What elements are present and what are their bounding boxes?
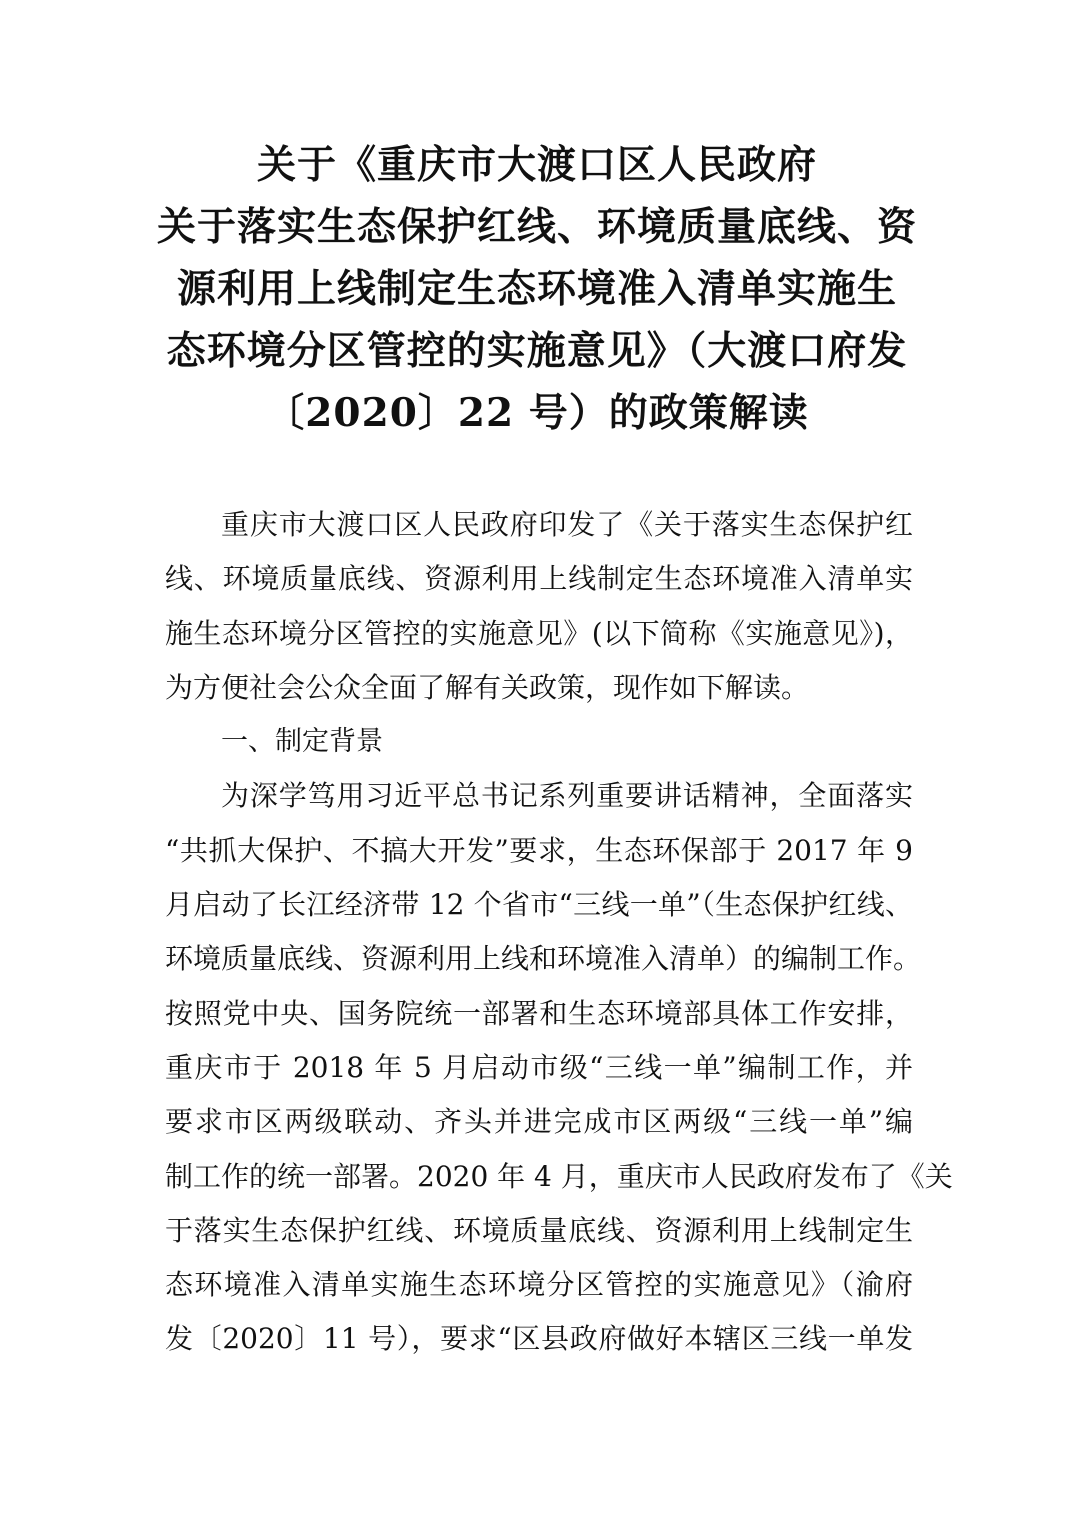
title-line: 关于《重庆市大渡口区人民政府 [256, 142, 817, 188]
paragraph-line: 为深学笃用习近平总书记系列重要讲话精神，全面落实 [221, 779, 913, 813]
intro-paragraph [165, 498, 913, 715]
paragraph-line: 线、环境质量底线、资源利用上线制定生态环境准入清单实 [165, 562, 913, 596]
paragraph-line: 月启动了长江经济带 12 个省市“三线一单”（生态保护红线、 [165, 888, 913, 922]
document-title [150, 134, 924, 444]
paragraph-line: 施生态环境分区管控的实施意见》(以下简称《实施意见》)， [165, 616, 913, 650]
paragraph-line: 按照党中央、国务院统一部署和生态环境部具体工作安排， [165, 996, 913, 1030]
paragraph-line: 态环境准入清单实施生态环境分区管控的实施意见》（渝府 [165, 1268, 913, 1302]
title-line: 源利用上线制定生态环境准入清单实施生 [176, 266, 897, 312]
title-line: 态环境分区管控的实施意见》（大渡口府发 [166, 328, 908, 374]
paragraph-line: 发〔2020〕11 号），要求“区县政府做好本辖区三线一单发 [165, 1322, 913, 1356]
document-body [165, 498, 953, 1367]
section-heading: 一、制定背景 [221, 726, 383, 758]
paragraph-line: 重庆市于 2018 年 5 月启动市级“三线一单”编制工作，并 [165, 1050, 913, 1084]
paragraph-line: 为方便社会公众全面了解有关政策，现作如下解读。 [165, 670, 810, 704]
paragraph-line: “共抓大保护、不搞大开发”要求，生态环保部于 2017 年 9 [165, 833, 913, 867]
paragraph-line: 要求市区两级联动、齐头并进完成市区两级“三线一单”编 [165, 1105, 913, 1139]
paragraph-line: 重庆市大渡口区人民政府印发了《关于落实生态保护红 [221, 508, 913, 541]
background-paragraph [165, 769, 953, 1366]
paragraph-line: 环境质量底线、资源利用上线和环境准入清单）的编制工作。 [165, 942, 922, 976]
paragraph-line: 于落实生态保护红线、环境质量底线、资源利用上线制定生 [165, 1213, 913, 1247]
title-line: 关于落实生态保护红线、环境质量底线、资 [156, 204, 917, 250]
paragraph-line: 制工作的统一部署。2020 年 4 月，重庆市人民政府发布了《关 [165, 1159, 953, 1193]
title-line: 〔2020〕22 号）的政策解读 [265, 390, 809, 436]
